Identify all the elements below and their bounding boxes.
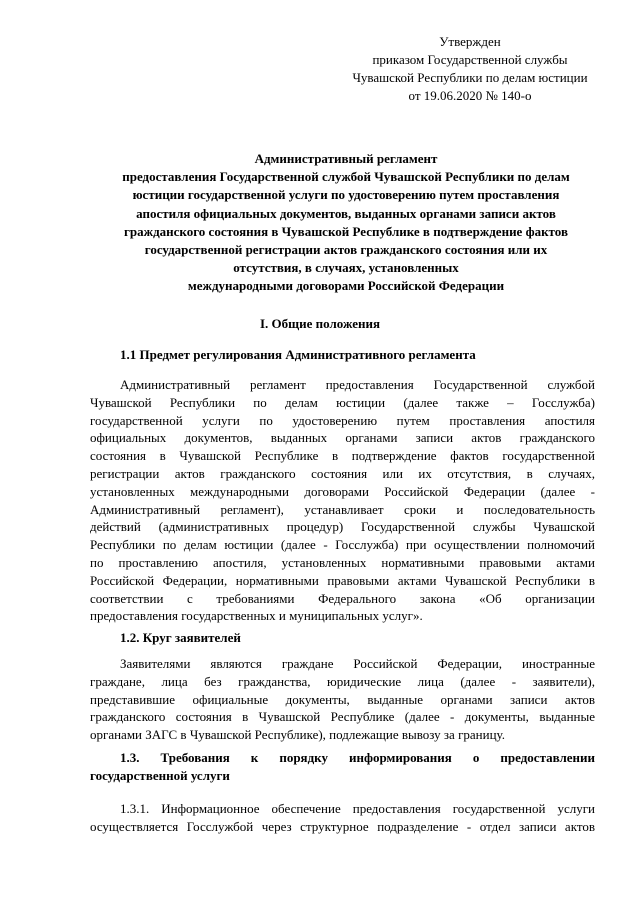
- paragraph-line: 1.3.1. Информационное обеспечение предоставления государственной услуги: [120, 801, 595, 816]
- paragraph-line: представившие официальные документы, выданные органами записи актов: [90, 691, 595, 707]
- paragraph-line: предоставления государственных и муниципальных услуг».: [90, 608, 423, 624]
- paragraph-1-2: [90, 655, 595, 744]
- section-title: I. Общие положения: [260, 316, 380, 331]
- title-line: гражданского состояния в Чувашской Республике в подтверждение фактов: [124, 223, 568, 239]
- document-title: [86, 150, 606, 296]
- paragraph-line: Заявителями являются граждане Российской Федерации, иностранные: [120, 656, 595, 671]
- paragraph-line: государственной услуги по удостоверению путем проставления апостиля: [90, 412, 595, 428]
- paragraph-line: соответствии с требованиями Федерального закона «Об организации: [90, 590, 595, 606]
- paragraph-line: органами ЗАГС в Чувашской Республике), подлежащие вывозу за границу.: [90, 727, 505, 743]
- paragraph-line: Чувашской Республики по делам юстиции (далее также – Госслужба): [90, 394, 595, 410]
- heading-line: государственной услуги: [90, 768, 230, 783]
- paragraph-line: по проставлению апостиля, установленных нормативными правовыми актами: [90, 554, 595, 570]
- paragraph-1-1: [90, 376, 595, 625]
- heading-line: 1.3. Требования к порядку информирования о предоставлении: [120, 750, 595, 765]
- title-line: предоставления Государственной службой Чувашской Республики по делам: [122, 169, 570, 185]
- paragraph-line: граждане, лица без гражданства, юридические лица (далее - заявители),: [90, 673, 595, 689]
- title-line: апостиля официальных документов, выданных органами записи актов: [136, 205, 556, 221]
- approval-line: приказом Государственной службы: [372, 52, 568, 67]
- title-line: отсутствия, в случаях, установленных: [233, 260, 459, 276]
- approval-line: Чувашской Республики по делам юстиции: [352, 70, 588, 85]
- title-line: государственной регистрации актов гражданского состояния или их: [144, 242, 548, 258]
- paragraph-line: регистрации актов гражданского состояния или их отсутствия, в случаях,: [90, 465, 595, 481]
- title-line: международными договорами Российской Федерации: [187, 278, 505, 294]
- paragraph-1-3-1: [90, 800, 595, 836]
- paragraph-line: гражданского состояния в Чувашской Республике (далее - документы, выданные: [90, 709, 595, 725]
- paragraph-line: Республики по делам юстиции (далее - Госслужба) при осуществлении полномочий: [90, 537, 595, 553]
- paragraph-line: Административный регламент предоставления Государственной службой: [120, 377, 595, 392]
- approval-line: от 19.06.2020 № 140-о: [408, 88, 532, 103]
- paragraph-line: действий (административных процедур) Государственной службы Чувашской: [90, 519, 595, 535]
- approval-line: Утвержден: [439, 34, 501, 49]
- paragraph-line: официальных документов, выданных органами записи актов гражданского: [90, 430, 595, 446]
- title-line: юстиции государственной услуги по удостоверению путем проставления: [132, 187, 560, 203]
- subsection-heading-1-3: [90, 749, 595, 785]
- paragraph-line: Административный регламент), устанавливает сроки и последовательность: [90, 501, 595, 517]
- subsection-heading-1-1: 1.1 Предмет регулирования Административного регламента: [120, 347, 476, 362]
- paragraph-line: Российской Федерации, нормативными правовыми актами Чувашской Республики в: [90, 572, 595, 588]
- approval-stamp: [340, 33, 600, 105]
- subsection-heading-1-2: 1.2. Круг заявителей: [120, 630, 241, 645]
- paragraph-line: установленных международными договорами Российской Федерации (далее -: [90, 483, 595, 499]
- title-line: Административный регламент: [254, 151, 438, 166]
- paragraph-line: осуществляется Госслужбой через структурное подразделение - отдел записи актов: [90, 818, 595, 834]
- paragraph-line: состояния в Чувашской Республике в подтверждение фактов государственной: [90, 448, 595, 464]
